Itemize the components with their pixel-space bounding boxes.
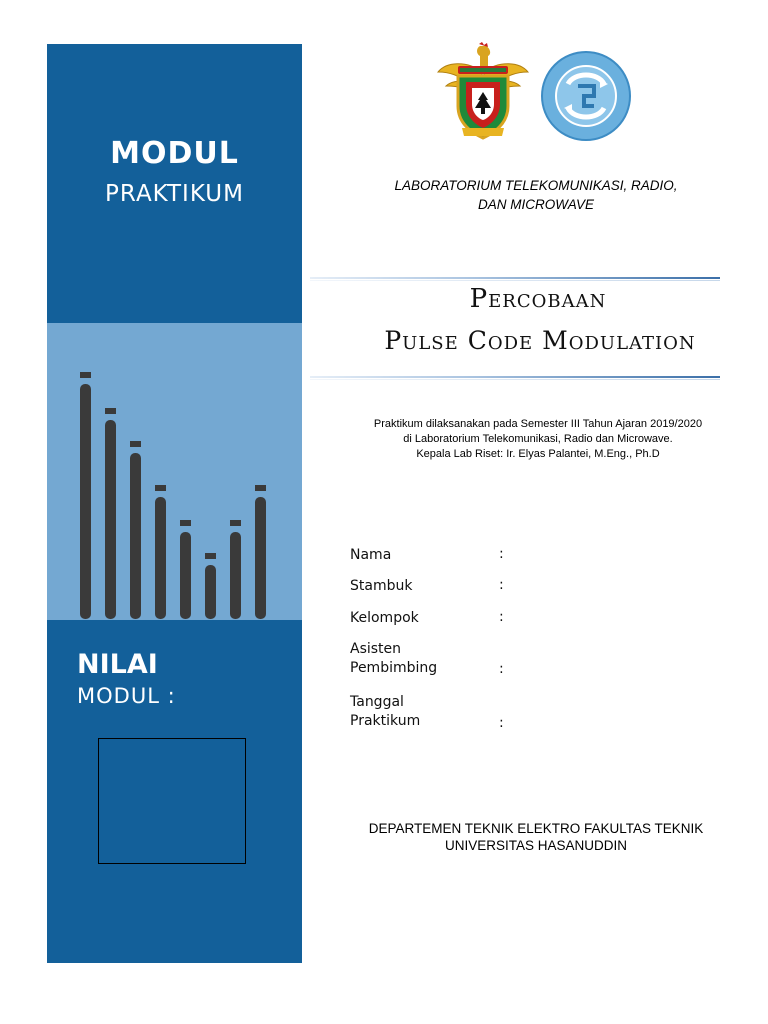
title-rule-bottom <box>310 376 720 378</box>
sidebar-title: MODUL <box>110 136 239 171</box>
lab-seal-icon <box>538 50 634 142</box>
experiment-title: Pulse Code Modulation <box>384 326 696 355</box>
field-label: Tanggal <box>350 694 404 710</box>
decorative-bar <box>80 384 91 619</box>
field-label: Stambuk <box>350 578 413 594</box>
grade-title: NILAI <box>77 649 158 680</box>
field-colon: : <box>499 577 504 593</box>
department-line-1: DEPARTEMEN TEKNIK ELEKTRO FAKULTAS TEKNIK <box>368 821 704 836</box>
decorative-bar <box>130 453 141 619</box>
field-colon: : <box>499 661 504 677</box>
decorative-bar <box>180 532 191 619</box>
lab-name-line-1: LABORATORIUM TELEKOMUNIKASI, RADIO, <box>394 178 678 193</box>
decorative-bar-cap <box>80 372 91 378</box>
grade-box[interactable] <box>98 738 246 864</box>
description-line-2: di Laboratorium Telekomunikasi, Radio dan Microwave. <box>403 433 673 445</box>
sidebar-subtitle: PRAKTIKUM <box>105 181 244 207</box>
lab-name-line-2: DAN MICROWAVE <box>477 197 594 212</box>
lab-name <box>330 176 742 214</box>
decorative-bar-cap <box>230 520 241 526</box>
title-rule-top <box>310 277 720 279</box>
cover-sidebar <box>47 44 302 963</box>
field-colon: : <box>499 609 504 625</box>
decorative-bar-cap <box>105 408 116 414</box>
decorative-bar-cap <box>180 520 191 526</box>
field-label-line-2: Praktikum <box>350 713 421 729</box>
field-label-line-2: Pembimbing <box>350 660 438 676</box>
decorative-bar <box>230 532 241 619</box>
decorative-bar-cap <box>155 485 166 491</box>
department-footer <box>330 820 742 854</box>
practicum-description <box>310 417 766 462</box>
field-colon: : <box>499 715 504 731</box>
description-line-3: Kepala Lab Riset: Ir. Elyas Palantei, M.Eng., Ph.D <box>416 448 660 460</box>
grade-label: MODUL : <box>77 684 176 708</box>
description-line-1: Praktikum dilaksanakan pada Semester III Tahun Ajaran 2019/2020 <box>373 418 703 430</box>
decorative-bar <box>105 420 116 619</box>
decorative-bars <box>47 323 302 620</box>
field-colon: : <box>499 546 504 562</box>
field-label: Asisten <box>350 641 402 657</box>
decorative-bar <box>155 497 166 619</box>
field-label: Nama <box>350 547 392 563</box>
department-line-2: UNIVERSITAS HASANUDDIN <box>444 838 628 853</box>
decorative-bar-cap <box>255 485 266 491</box>
decorative-bar <box>255 497 266 619</box>
experiment-label: Percobaan <box>469 284 607 314</box>
university-crest-icon <box>436 42 530 140</box>
decorative-bar <box>205 565 216 619</box>
decorative-bar-cap <box>130 441 141 447</box>
field-label: Kelompok <box>350 610 419 626</box>
decorative-bar-cap <box>205 553 216 559</box>
